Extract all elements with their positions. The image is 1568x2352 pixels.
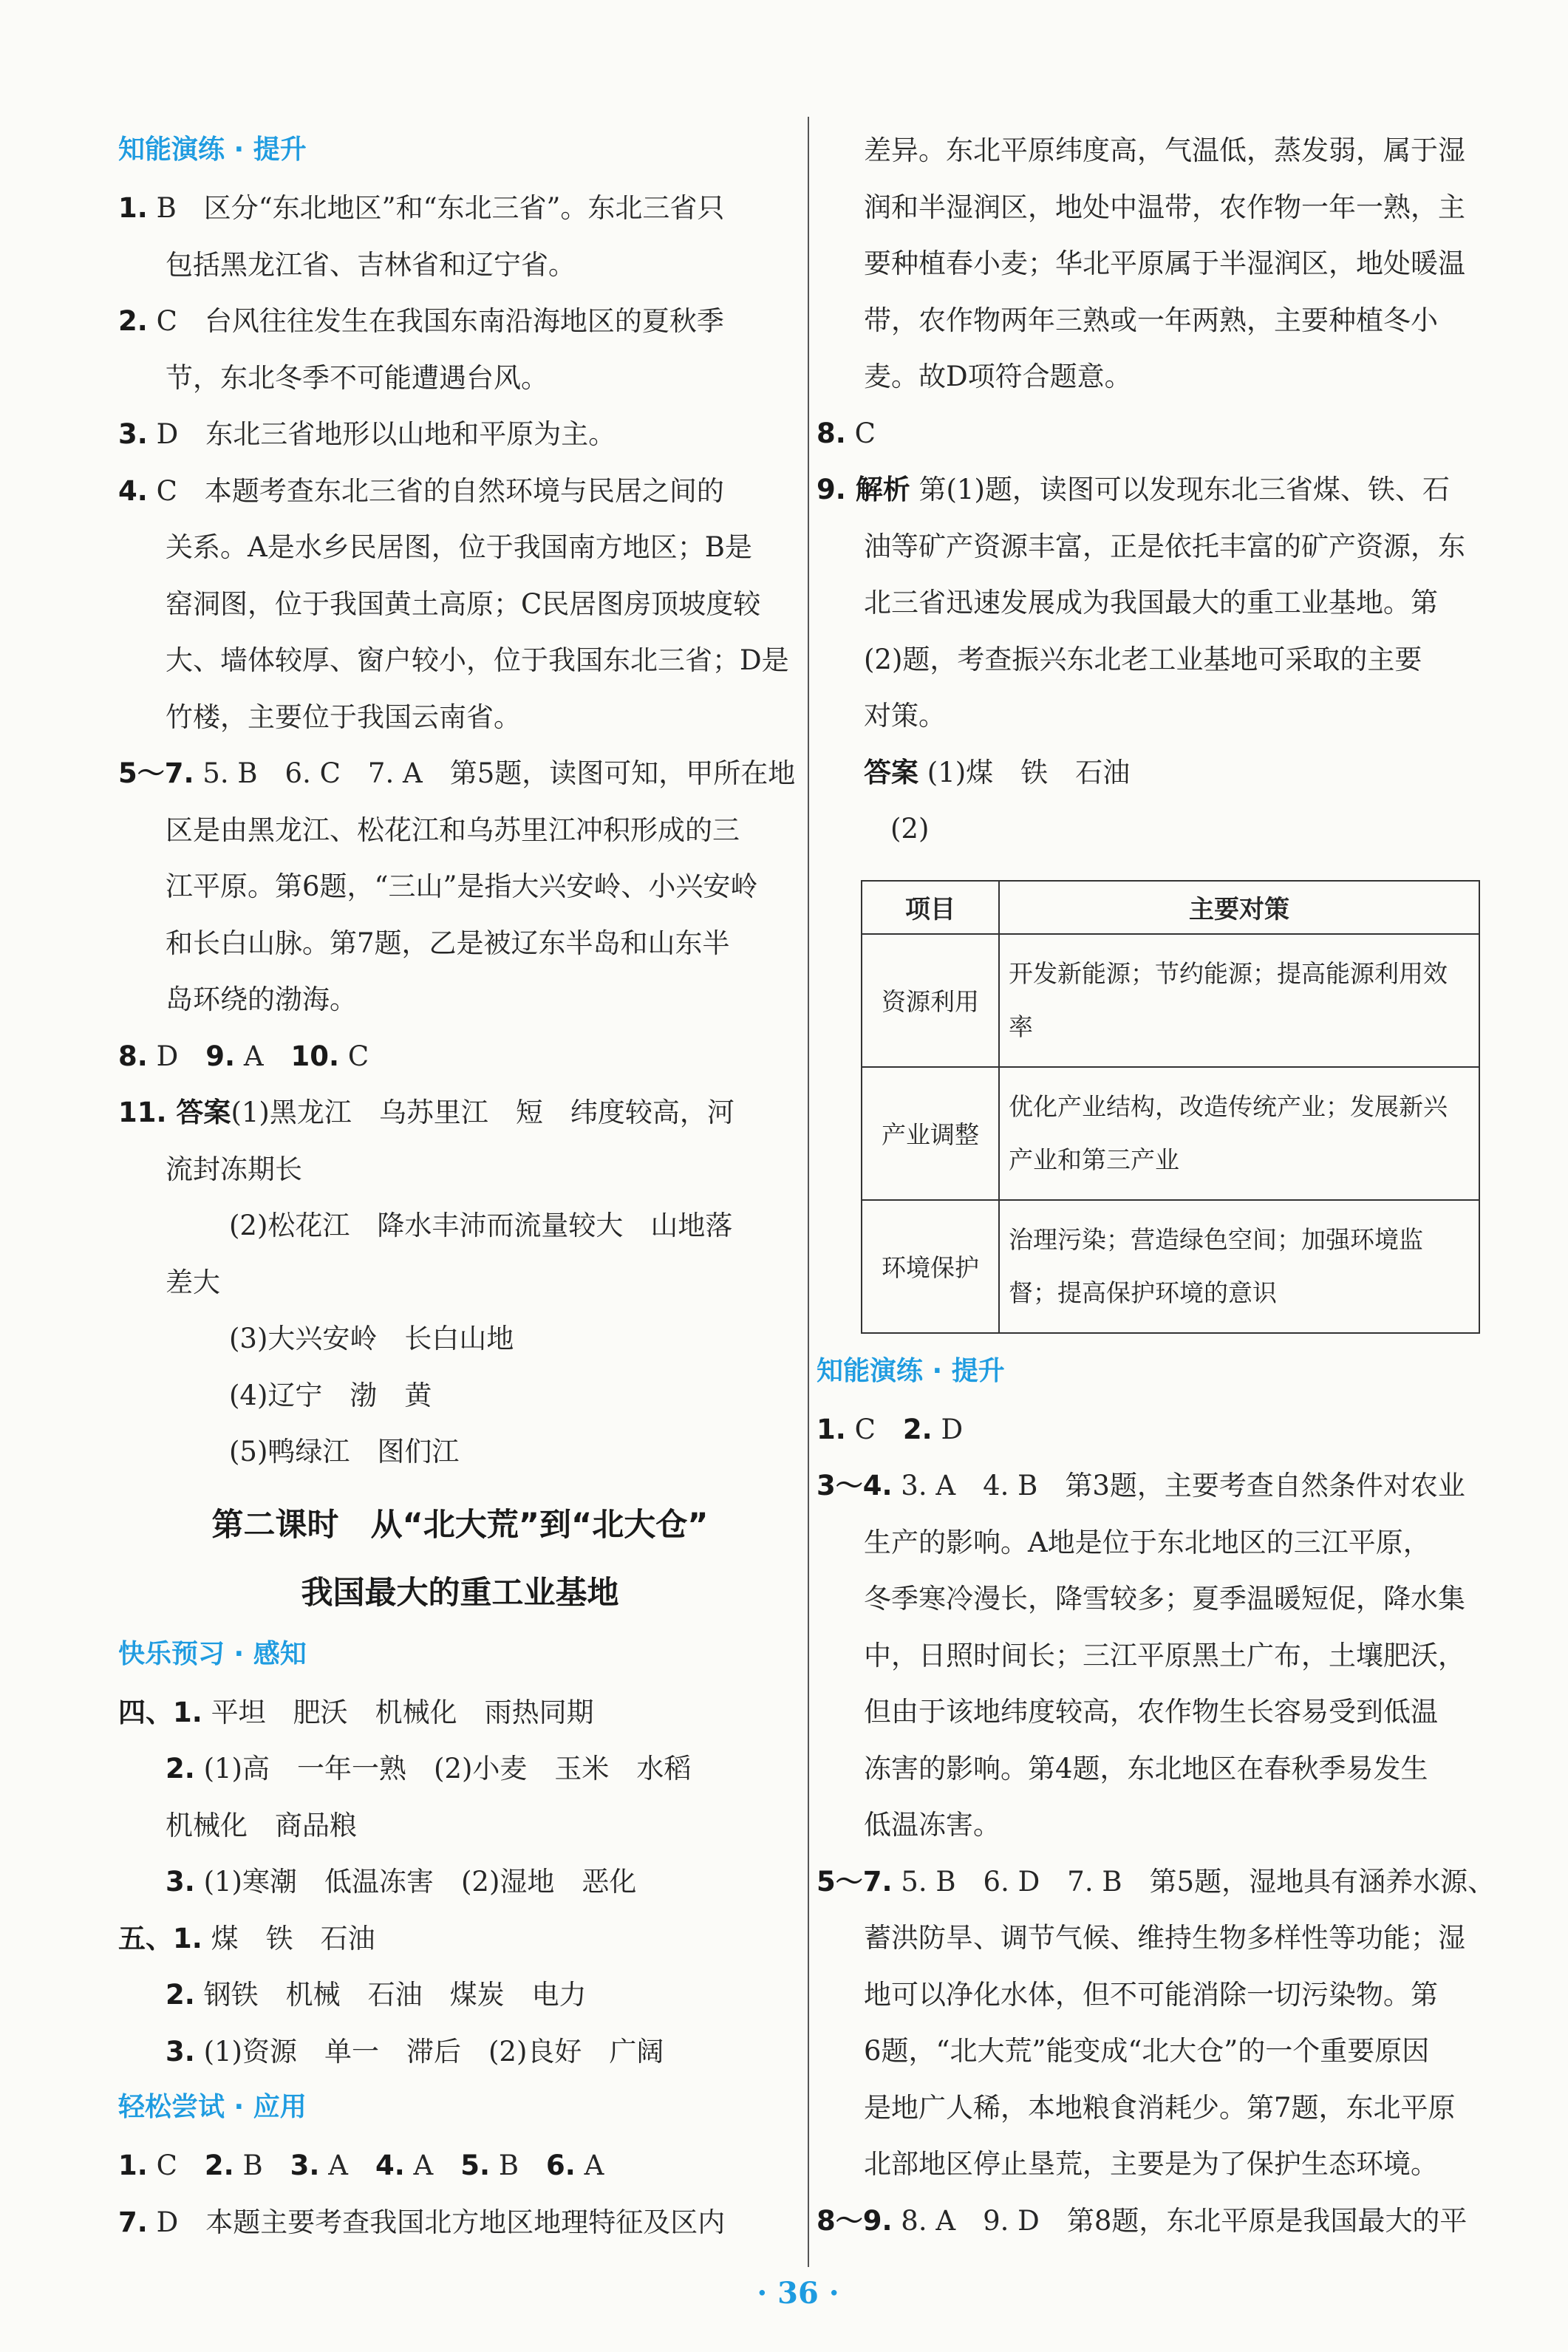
answer-line: 对策。 (864, 700, 946, 732)
answer-block (118, 180, 802, 1029)
answer-line: 8. D 9. A 10. C (118, 1040, 369, 1072)
answer-choice: A (404, 2150, 461, 2181)
table-cell-measure: 治理污染；营造绿色空间；加强环境监督；提高保护环境的意识 (999, 1200, 1479, 1333)
answer-line: 要种植春小麦；华北平原属于半湿润区，地处暖温 (864, 248, 1465, 279)
answer-line: 蓄洪防旱、调节气候、维持生物多样性等功能；湿 (864, 1922, 1465, 1954)
answer-choice: B (234, 2150, 290, 2181)
answer-line: (5)鸭绿江 图们江 (229, 1436, 460, 1468)
table-cell-item: 资源利用 (862, 934, 999, 1067)
answer-line: 机械化 商品粮 (166, 1809, 357, 1841)
answer-line: 8～9. 8. A 9. D 第8题，东北平原是我国最大的平 (817, 2204, 1468, 2237)
answer-line: 是地广人稀，本地粮食消耗少。第7题，东北平原 (864, 2091, 1456, 2124)
measures-table (861, 880, 1480, 1334)
answer-line: 区是由黑龙江、松花江和乌苏里江冲积形成的三 (166, 814, 740, 846)
section-heading: 知能演练 · 提升 (118, 134, 307, 165)
table-row (862, 934, 1479, 1067)
answer-line: 节，东北冬季不可能遭遇台风。 (166, 361, 548, 394)
right-column (817, 123, 1496, 2249)
answer-line: 北部地区停止垦荒，主要是为了保护生态环境。 (864, 2148, 1438, 2180)
answer-line: 1. B 区分“东北地区”和“东北三省”。东北三省只 (118, 192, 725, 224)
answer-line: 1. C 2. D (817, 1413, 964, 1445)
answer-line: (3)大兴安岭 长白山地 (229, 1323, 514, 1354)
page-number: · 36 · (757, 2276, 839, 2311)
answer-line: 但由于该地纬度较高，农作物生长容易受到低温 (864, 1696, 1438, 1728)
question-number: 5. (460, 2150, 491, 2181)
table-header-row (862, 881, 1479, 934)
question-number: 6. (546, 2150, 576, 2181)
answer-line: 五、1. 煤 铁 石油 (118, 1922, 375, 1954)
lesson-subtitle: 我国最大的重工业基地 (301, 1574, 619, 1612)
answer-line: 润和半湿润区，地处中温带，农作物一年一熟，主 (864, 191, 1465, 223)
answer-line: 5～7. 5. B 6. D 7. B 第5题，湿地具有涵养水源、 (817, 1865, 1496, 1898)
answer-line: 9. 解析 第(1)题，读图可以发现东北三省煤、铁、石 (817, 474, 1450, 505)
answer-line: 和长白山脉。第7题，乙是被辽东半岛和山东半 (166, 927, 730, 959)
answer-line: (2)松花江 降水丰沛而流量较大 山地落 (229, 1210, 733, 1241)
question-number: 2. (204, 2150, 234, 2181)
answer-line: 3. (1)资源 单一 滞后 (2)良好 广阔 (166, 2035, 664, 2068)
answer-line (118, 2138, 802, 2195)
lesson-title: 第二课时 从“北大荒”到“北大仓” (211, 1506, 709, 1544)
answer-line: 生产的影响。A地是位于东北地区的三江平原， (864, 1526, 1431, 1558)
question-number: 4. (375, 2150, 405, 2181)
answer-line: 低温冻害。 (864, 1809, 1001, 1841)
answer-line: 2. C 台风往往发生在我国东南沿海地区的夏秋季 (118, 305, 724, 337)
answer-line: 2. (1)高 一年一熟 (2)小麦 玉米 水稻 (166, 1753, 692, 1785)
answer-block (817, 1458, 1496, 2249)
answer-line: 冬季寒冷漫长，降雪较多；夏季温暖短促，降水集 (864, 1583, 1465, 1615)
table-header: 主要对策 (999, 881, 1479, 934)
answer-line: 8. C (817, 417, 876, 449)
table-header: 项目 (862, 881, 999, 934)
answer-line: 冻害的影响。第4题，东北地区在春秋季易发生 (864, 1752, 1428, 1785)
answer-line: 地可以净化水体，但不可能消除一切污染物。第 (864, 1978, 1438, 2011)
answer-line: 4. C 本题考查东北三省的自然环境与民居之间的 (118, 474, 724, 507)
table-row (862, 1067, 1479, 1200)
table-row (862, 1200, 1479, 1333)
left-column (118, 123, 802, 2251)
answer-line: 油等矿产资源丰富，正是依托丰富的矿产资源，东 (864, 530, 1465, 562)
answer-line: 岛环绕的渤海。 (166, 984, 357, 1015)
column-divider (808, 117, 809, 2267)
answer-choice: B (490, 2150, 547, 2181)
answer-line: 2. 钢铁 机械 石油 煤炭 电力 (166, 1979, 587, 2011)
answer-line: (2) (890, 813, 930, 845)
answer-line: 3. D 东北三省地形以山地和平原为主。 (118, 418, 616, 450)
answer-line: 窑洞图，位于我国黄土高原；C民居图房顶坡度较 (166, 587, 761, 620)
answer-line: 6题，“北大荒”能变成“北大仓”的一个重要原因 (864, 2035, 1430, 2067)
section-heading: 快乐预习 · 感知 (118, 1638, 307, 1669)
answer-line: 3. (1)寒潮 低温冻害 (2)湿地 恶化 (166, 1866, 637, 1898)
table-cell-measure: 优化产业结构，改造传统产业；发展新兴产业和第三产业 (999, 1067, 1479, 1200)
answer-line: 包括黑龙江省、吉林省和辽宁省。 (166, 248, 576, 281)
answer-line: 答案 (1)煤 铁 石油 (864, 756, 1131, 788)
answer-line: (4)辽宁 渤 黄 (229, 1379, 432, 1411)
answer-line: 差大 (166, 1266, 220, 1298)
answer-line: 5～7. 5. B 6. C 7. A 第5题，读图可知，甲所在地 (118, 757, 796, 789)
answer-line: 中，日照时间长；三江平原黑土广布，土壤肥沃， (864, 1639, 1465, 1671)
answer-block (118, 1685, 802, 2081)
table-cell-item: 环境保护 (862, 1200, 999, 1333)
section-heading: 轻松尝试 · 应用 (118, 2092, 307, 2122)
answer-line: 大、墙体较厚、窗户较小，位于我国东北三省；D是 (166, 644, 789, 676)
answer-line: 竹楼，主要位于我国云南省。 (166, 701, 521, 733)
section-heading: 知能演练 · 提升 (817, 1355, 1005, 1386)
table-cell-measure: 开发新能源；节约能源；提高能源利用效率 (999, 934, 1479, 1067)
question-number: 3. (290, 2150, 320, 2181)
table-cell-item: 产业调整 (862, 1067, 999, 1200)
answer-line: (2)题，考查振兴东北老工业基地可采取的主要 (864, 643, 1422, 675)
question-number: 1. (118, 2150, 148, 2181)
answer-choice: C (147, 2150, 205, 2181)
answer-line: 11. 答案(1)黑龙江 乌苏里江 短 纬度较高，河 (118, 1097, 734, 1128)
answer-line: 3～4. 3. A 4. B 第3题，主要考查自然条件对农业 (817, 1470, 1465, 1501)
answer-line: 江平原。第6题，“三山”是指大兴安岭、小兴安岭 (166, 870, 758, 902)
answer-line: 差异。东北平原纬度高，气温低，蒸发弱，属于湿 (864, 134, 1465, 166)
answer-choice: A (575, 2150, 604, 2181)
answer-line: 7. D 本题主要考查我国北方地区地理特征及区内 (118, 2206, 726, 2238)
answer-line: 流封冻期长 (166, 1153, 302, 1185)
answer-line: 四、1. 平坦 肥沃 机械化 雨热同期 (118, 1696, 594, 1728)
answer-line: 北三省迅速发展成为我国最大的重工业基地。第 (864, 587, 1438, 618)
answer-line: 关系。A是水乡民居图，位于我国南方地区；B是 (166, 531, 752, 563)
answer-line: 麦。故D项符合题意。 (864, 361, 1132, 392)
answer-line: 带，农作物两年三熟或一年两熟，主要种植冬小 (864, 304, 1438, 336)
answer-choice: A (319, 2150, 375, 2181)
